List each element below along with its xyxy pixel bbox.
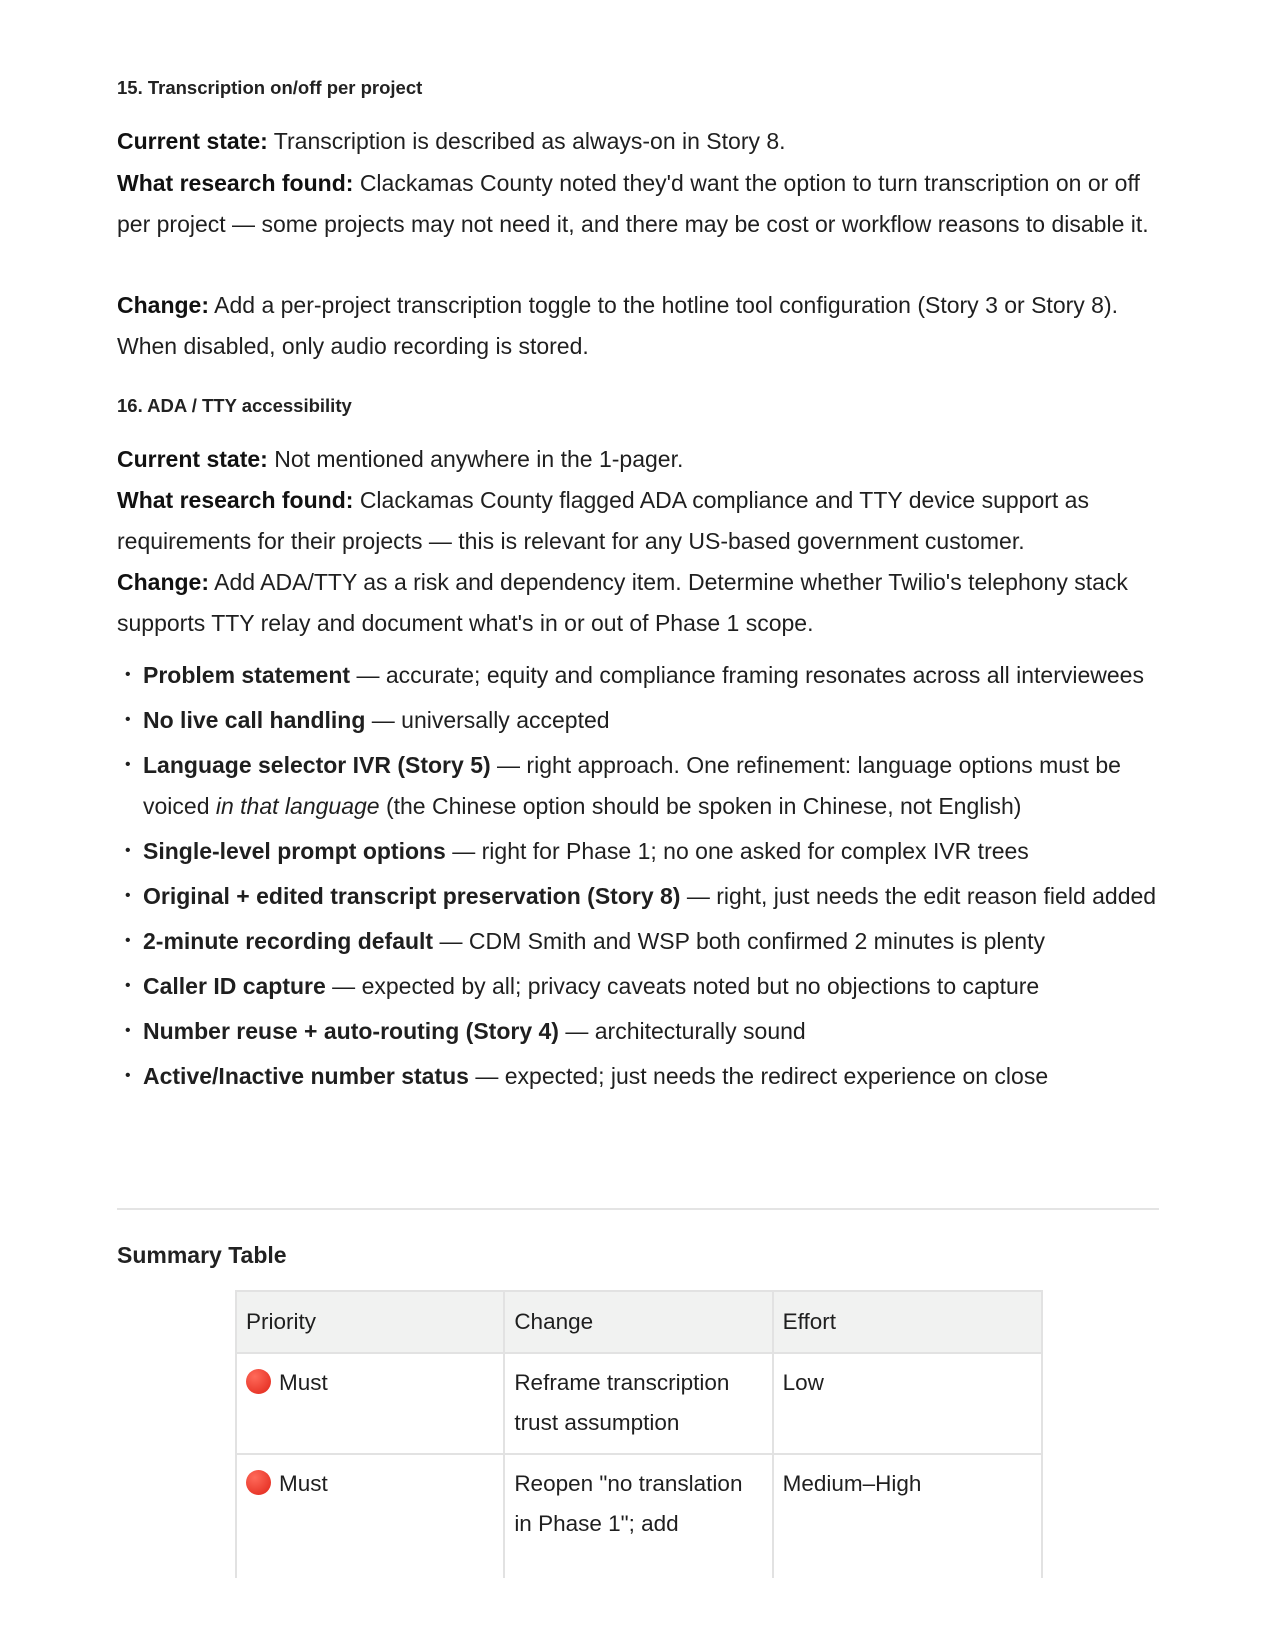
item-text: — right for Phase 1; no one asked for complex IVR trees xyxy=(445,837,1029,864)
summary-table-heading: Summary Table xyxy=(117,1242,287,1268)
list-item xyxy=(143,655,1163,696)
list-item xyxy=(143,700,1163,741)
text: Add a per-project transcription toggle to the hotline tool configuration (Story 3 or Story 8). When disabled, only audio recording is stored. xyxy=(117,292,1118,359)
item-text: — expected; just needs the redirect experience on close xyxy=(468,1062,1049,1089)
current-state-15 xyxy=(117,121,1162,162)
priority-label: Must xyxy=(279,1471,328,1496)
text: Not mentioned anywhere in the 1-pager. xyxy=(274,446,684,472)
list-item xyxy=(143,876,1163,917)
text: Transcription is described as always-on in Story 8. xyxy=(273,128,786,154)
change-16 xyxy=(117,562,1162,643)
text: Add ADA/TTY as a risk and dependency item. Determine whether Twilio's telephony stack supports TTY relay and document what's in or out of Phase 1 scope. xyxy=(117,569,1128,636)
list-item xyxy=(143,745,1163,826)
item-text: — CDM Smith and WSP both confirmed 2 minutes is plenty xyxy=(433,927,1045,954)
list-item xyxy=(143,831,1163,872)
research-found-15 xyxy=(117,163,1162,244)
item-title: Single-level prompt options xyxy=(143,837,446,864)
priority-cell xyxy=(236,1454,504,1578)
label: Change: xyxy=(117,292,209,318)
item-text: (the Chinese option should be spoken in Chinese, not English) xyxy=(379,792,1022,819)
header-effort: Effort xyxy=(773,1291,1042,1353)
item-title: Caller ID capture xyxy=(143,972,326,999)
item-text: — right approach. One refinement: language options must be voiced xyxy=(143,752,1121,819)
label: Current state: xyxy=(117,128,268,154)
list-item xyxy=(143,1056,1163,1097)
list-item xyxy=(143,966,1163,1007)
item-text: — right, just needs the edit reason field added xyxy=(680,882,1157,909)
label: What research found: xyxy=(117,487,354,513)
list-item xyxy=(143,921,1163,962)
validated-items-list xyxy=(117,655,1163,1101)
table-row xyxy=(236,1353,1042,1454)
effort-cell: Medium–High xyxy=(773,1454,1042,1578)
item-title: Active/Inactive number status xyxy=(143,1062,469,1089)
item-text: — expected by all; privacy caveats noted but no objections to capture xyxy=(325,972,1040,999)
item-text: — architecturally sound xyxy=(558,1017,806,1044)
priority-label: Must xyxy=(279,1370,328,1395)
current-state-16 xyxy=(117,439,1162,480)
list-item xyxy=(143,1011,1163,1052)
table-row xyxy=(236,1454,1042,1578)
summary-table-container xyxy=(235,1290,1043,1578)
item-text: — universally accepted xyxy=(365,707,610,733)
section-heading-15: 15. Transcription on/off per project xyxy=(117,77,423,98)
research-found-16 xyxy=(117,480,1162,561)
summary-table xyxy=(235,1290,1043,1578)
divider xyxy=(117,1208,1159,1210)
item-title: 2-minute recording default xyxy=(143,927,434,954)
item-title: Number reuse + auto-routing (Story 4) xyxy=(143,1017,559,1044)
item-text: — accurate; equity and compliance framing resonates across all interviewees xyxy=(350,662,1144,688)
section-heading-16: 16. ADA / TTY accessibility xyxy=(117,395,352,416)
label: Current state: xyxy=(117,446,268,472)
change-cell: Reopen "no translation in Phase 1"; add xyxy=(504,1454,772,1578)
item-title: Language selector IVR (Story 5) xyxy=(143,752,491,778)
text: Clackamas County noted they'd want the option to turn transcription on or off per project — some projects may not need it, and there may be cost or workflow reasons to disable it. xyxy=(117,170,1149,237)
effort-cell: Low xyxy=(773,1353,1042,1454)
item-emphasis: in that language xyxy=(215,792,380,819)
red-circle-icon xyxy=(246,1470,271,1495)
header-change: Change xyxy=(504,1291,772,1353)
header-priority: Priority xyxy=(236,1291,504,1353)
item-title: No live call handling xyxy=(143,707,366,733)
text: Clackamas County flagged ADA compliance and TTY device support as requirements for their projects — this is relevant for any US-based government customer. xyxy=(117,487,1089,554)
table-header-row xyxy=(236,1291,1042,1353)
change-cell: Reframe transcription trust assumption xyxy=(504,1353,772,1454)
item-title: Original + edited transcript preservation (Story 8) xyxy=(143,882,681,909)
label: Change: xyxy=(117,569,209,595)
red-circle-icon xyxy=(246,1369,271,1394)
priority-cell xyxy=(236,1353,504,1454)
item-title: Problem statement xyxy=(143,662,351,688)
change-15 xyxy=(117,285,1162,366)
label: What research found: xyxy=(117,170,354,196)
